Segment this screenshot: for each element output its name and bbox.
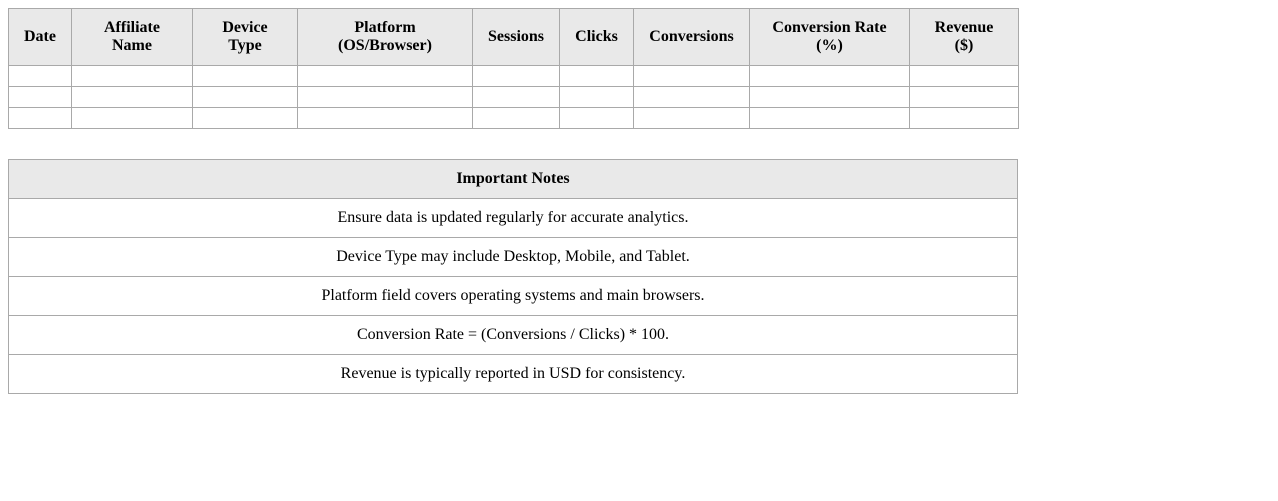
- table-row: [9, 87, 1019, 108]
- note-row: [9, 277, 1018, 316]
- table-cell: [9, 87, 72, 108]
- header-clicks-label: Clicks: [575, 28, 618, 45]
- header-conversions: [634, 9, 750, 66]
- header-affiliate-name: [72, 9, 193, 66]
- table-cell: [72, 66, 193, 87]
- note-item: Ensure data is updated regularly for accurate analytics.: [9, 199, 1018, 238]
- header-sessions-label: Sessions: [487, 28, 545, 45]
- table-cell: [193, 87, 298, 108]
- header-revenue-line2: ($): [954, 37, 974, 54]
- table-cell: [298, 87, 473, 108]
- table-cell: [473, 66, 560, 87]
- table-cell: [910, 66, 1019, 87]
- header-affiliate-name-line1: Affiliate: [104, 19, 160, 36]
- table-cell: [298, 66, 473, 87]
- table-cell: [9, 108, 72, 129]
- table-cell: [298, 108, 473, 129]
- header-platform-line2: (OS/Browser): [338, 37, 432, 54]
- table-cell: [72, 108, 193, 129]
- header-platform: [298, 9, 473, 66]
- table-cell: [750, 108, 910, 129]
- table-row: [9, 108, 1019, 129]
- header-revenue: [910, 9, 1019, 66]
- note-row: [9, 199, 1018, 238]
- header-date: [9, 9, 72, 66]
- table-row: [9, 66, 1019, 87]
- note-row: [9, 238, 1018, 277]
- header-conversion-rate: [750, 9, 910, 66]
- header-conversion-rate-line2: (%): [816, 37, 843, 54]
- table-cell: [750, 87, 910, 108]
- note-row: [9, 316, 1018, 355]
- header-conversion-rate-line1: Conversion Rate: [772, 19, 887, 36]
- note-item: Device Type may include Desktop, Mobile, and Tablet.: [9, 238, 1018, 277]
- notes-title: Important Notes: [9, 160, 1018, 199]
- table-cell: [750, 66, 910, 87]
- table-header-row: [9, 9, 1019, 66]
- header-date-label: Date: [24, 28, 56, 45]
- note-row: [9, 355, 1018, 394]
- table-cell: [473, 108, 560, 129]
- table-cell: [560, 66, 634, 87]
- table-cell: [634, 87, 750, 108]
- header-device-type-line1: Device: [222, 19, 268, 36]
- table-cell: [560, 108, 634, 129]
- table-cell: [193, 66, 298, 87]
- header-platform-line1: Platform: [354, 19, 416, 36]
- header-affiliate-name-line2: Name: [112, 37, 152, 54]
- header-device-type: [193, 9, 298, 66]
- note-item: Revenue is typically reported in USD for consistency.: [9, 355, 1018, 394]
- header-device-type-line2: Type: [228, 37, 262, 54]
- header-revenue-line1: Revenue: [934, 19, 994, 36]
- table-cell: [9, 66, 72, 87]
- important-notes-table: [8, 159, 1018, 394]
- table-cell: [910, 108, 1019, 129]
- notes-header-row: [9, 160, 1018, 199]
- table-cell: [560, 87, 634, 108]
- table-cell: [634, 108, 750, 129]
- table-cell: [634, 66, 750, 87]
- header-sessions: [473, 9, 560, 66]
- table-cell: [473, 87, 560, 108]
- table-cell: [193, 108, 298, 129]
- header-clicks: [560, 9, 634, 66]
- table-cell: [910, 87, 1019, 108]
- header-conversions-label: Conversions: [649, 28, 734, 45]
- table-cell: [72, 87, 193, 108]
- note-item: Conversion Rate = (Conversions / Clicks) * 100.: [9, 316, 1018, 355]
- affiliate-data-table: [8, 8, 1019, 129]
- note-item: Platform field covers operating systems and main browsers.: [9, 277, 1018, 316]
